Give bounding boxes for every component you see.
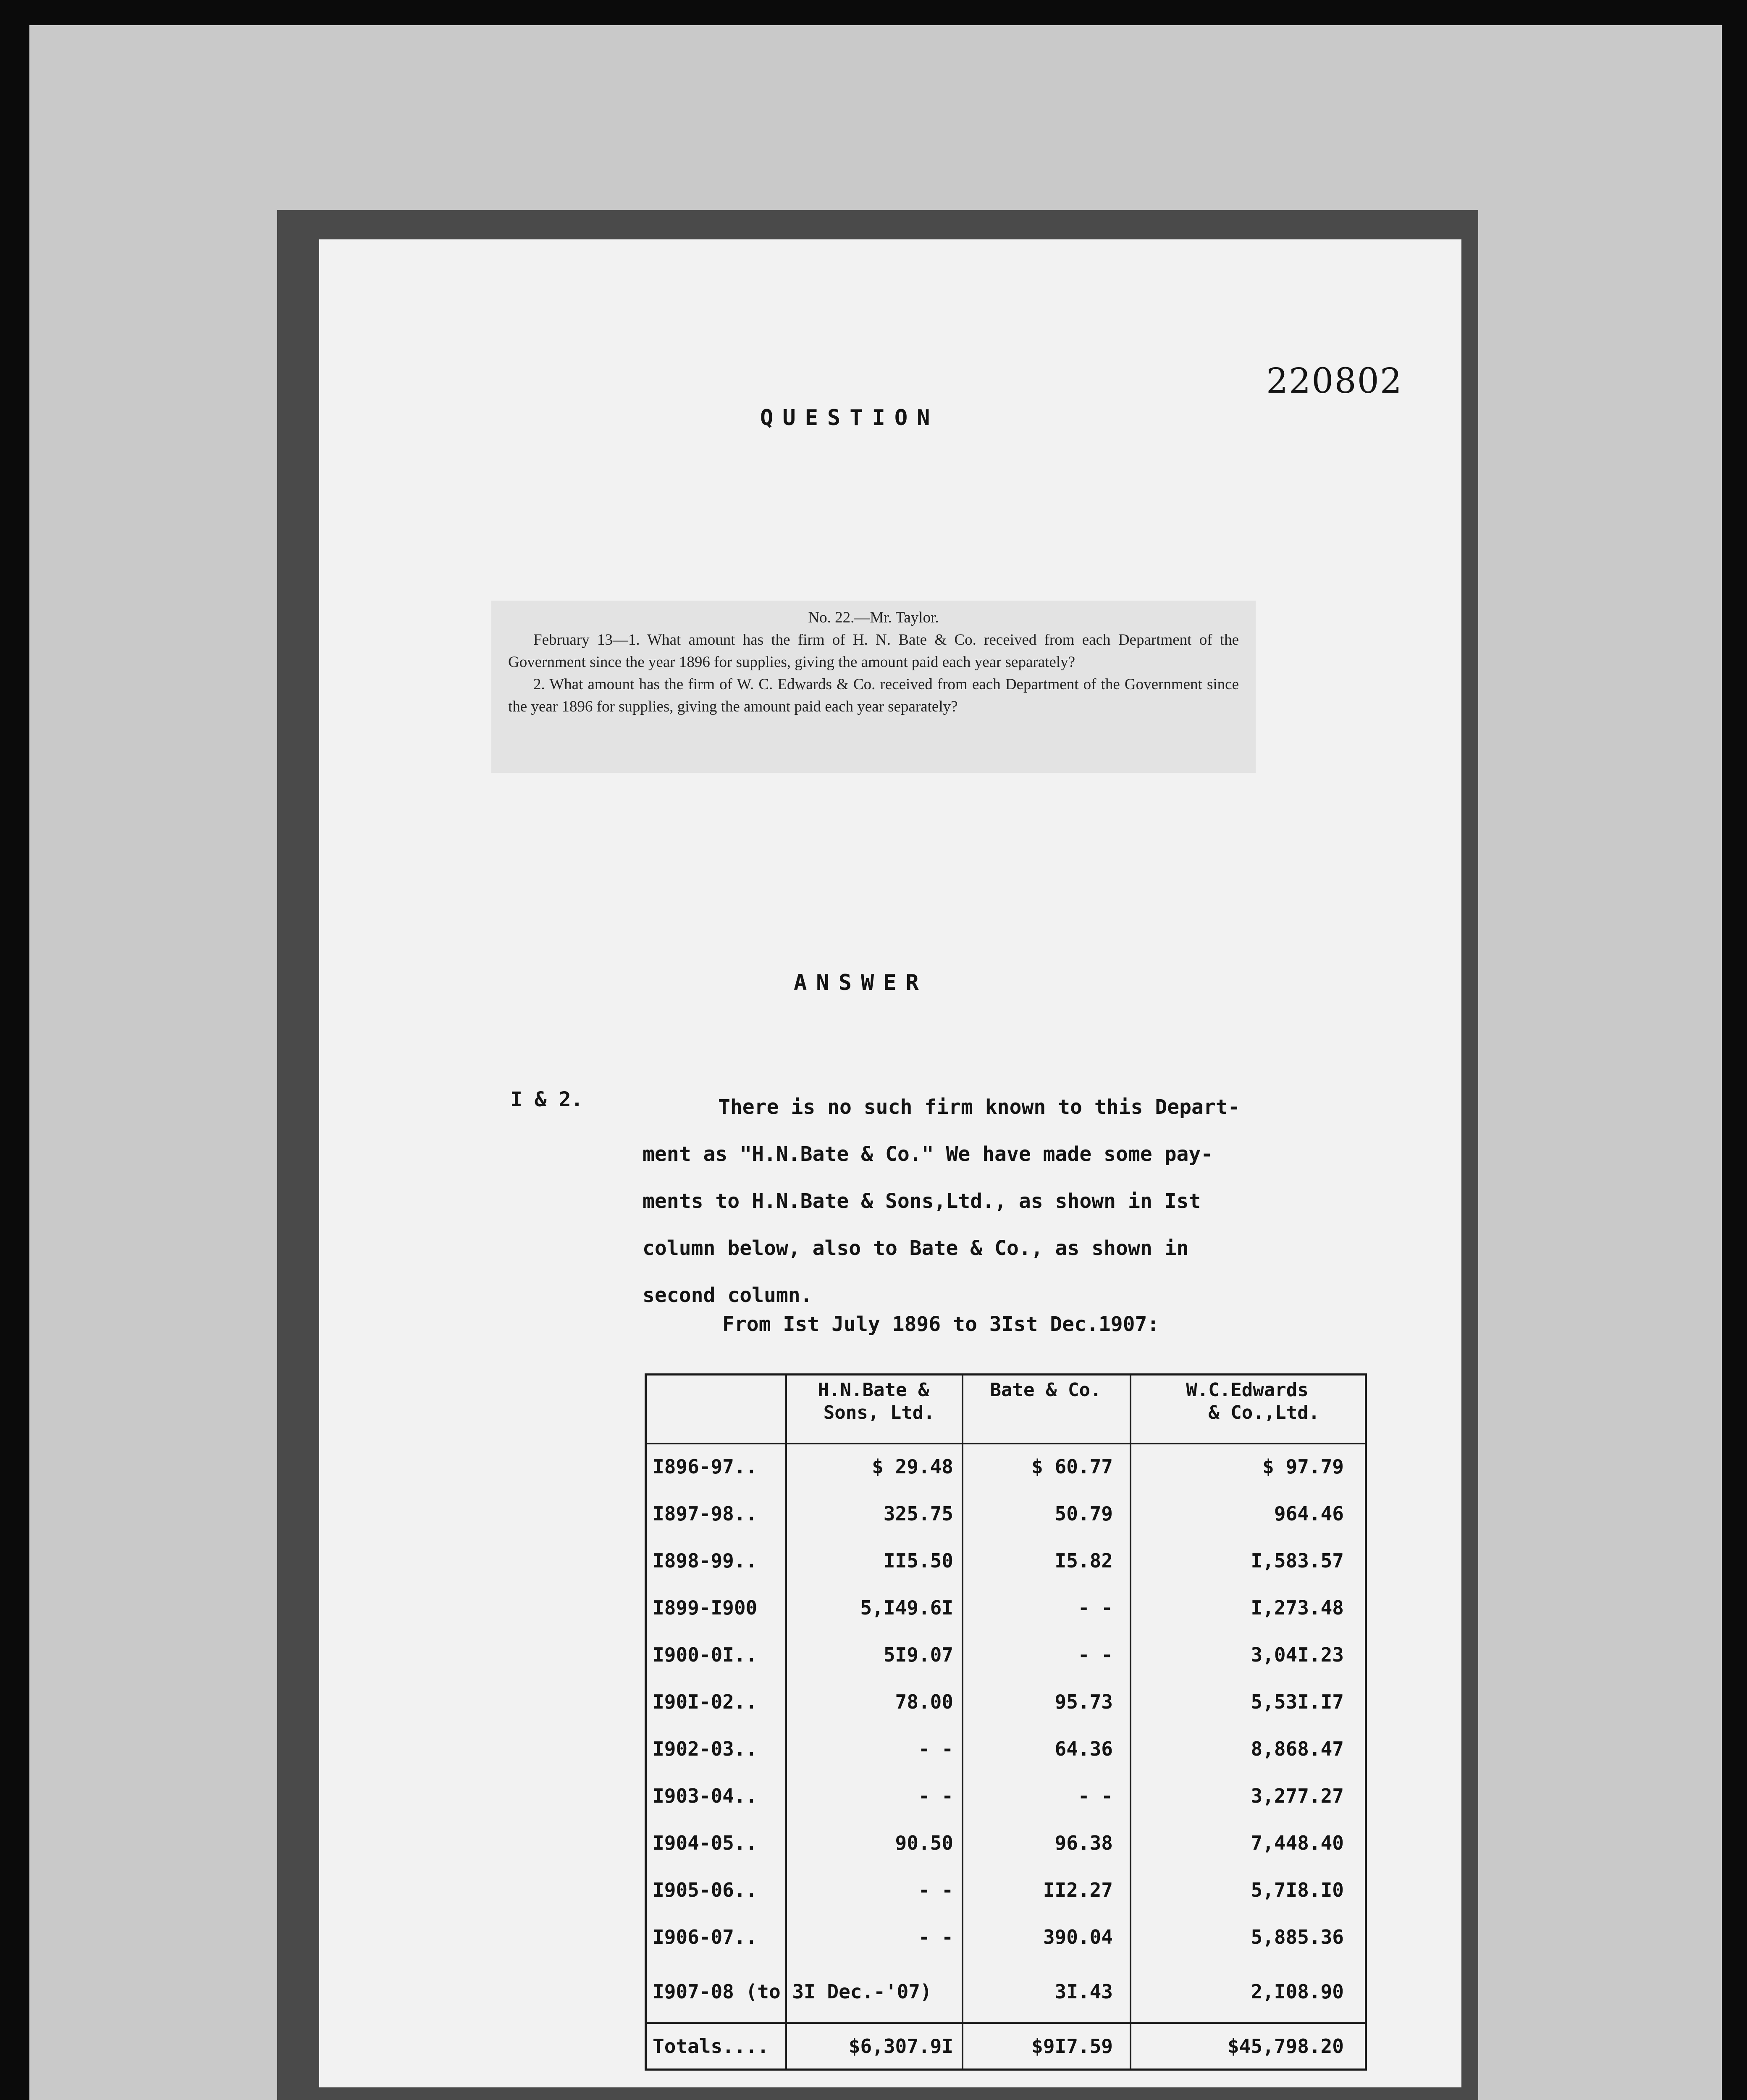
header-rule <box>647 1443 1365 1444</box>
totals-rule <box>647 2022 1365 2024</box>
table-cell-year: I90I-02.. <box>653 1690 758 1713</box>
table-cell-col1: - - <box>918 1926 953 1948</box>
table-cell-col3: 5,885.36 <box>1251 1926 1344 1948</box>
table-cell-col2: $ 60.77 <box>1031 1455 1113 1478</box>
period-line: From Ist July 1896 to 3Ist Dec.1907: <box>722 1312 1159 1336</box>
answer-paragraph <box>643 1084 1377 1319</box>
table-cell-col3: $ 97.79 <box>1262 1455 1344 1478</box>
table-cell-col3: 8,868.47 <box>1251 1738 1344 1760</box>
table-cell-col1: II5.50 <box>883 1549 953 1572</box>
last-row-label: I907-08 (to 3I Dec.-'07) <box>653 1980 932 2003</box>
table-cell-col2: 390.04 <box>1043 1926 1113 1948</box>
table-cell-col3: 3,04I.23 <box>1251 1643 1344 1666</box>
table-cell-col1: - - <box>918 1785 953 1807</box>
answer-line: ments to H.N.Bate & Sons,Ltd., as shown in Ist <box>643 1189 1201 1213</box>
table-cell-year: I902-03.. <box>653 1738 758 1760</box>
table-cell-year: I906-07.. <box>653 1926 758 1948</box>
last-row-col2: 3I.43 <box>1054 1980 1113 2003</box>
totals-col3: $45,798.20 <box>1228 2035 1344 2058</box>
table-cell-col2: - - <box>1078 1643 1113 1666</box>
table-cell-col3: I,583.57 <box>1251 1549 1344 1572</box>
table-cell-col1: 90.50 <box>895 1832 953 1854</box>
answer-line: There is no such firm known to this Depart- <box>718 1095 1240 1119</box>
table-cell-col2: I5.82 <box>1054 1549 1113 1572</box>
table-cell-col1: - - <box>918 1879 953 1901</box>
totals-label: Totals.... <box>653 2035 769 2058</box>
table-cell-col2: 50.79 <box>1054 1502 1113 1525</box>
table-cell-col1: $ 29.48 <box>872 1455 953 1478</box>
table-cell-col3: 964.46 <box>1274 1502 1344 1525</box>
column-divider <box>785 1376 787 2068</box>
table-cell-col2: - - <box>1078 1596 1113 1619</box>
totals-col1: $6,307.9I <box>848 2035 953 2058</box>
table-cell-col3: 5,7I8.I0 <box>1251 1879 1344 1901</box>
table-cell-year: I900-0I.. <box>653 1643 758 1666</box>
table-cell-col2: - - <box>1078 1785 1113 1807</box>
table-cell-year: I903-04.. <box>653 1785 758 1807</box>
table-cell-year: I904-05.. <box>653 1832 758 1854</box>
table-cell-year: I898-99.. <box>653 1549 758 1572</box>
header-col1: H.N.Bate & Sons, Ltd. <box>818 1379 935 1423</box>
table-cell-col3: 7,448.40 <box>1251 1832 1344 1854</box>
column-divider <box>962 1376 963 2068</box>
table-cell-col2: 64.36 <box>1054 1738 1113 1760</box>
header-col3: W.C.Edwards & Co.,Ltd. <box>1186 1379 1320 1423</box>
payments-table <box>645 1373 1367 2071</box>
table-cell-col3: 5,53I.I7 <box>1251 1690 1344 1713</box>
document-number: 220802 <box>1266 361 1403 401</box>
table-cell-col3: I,273.48 <box>1251 1596 1344 1619</box>
answer-heading: ANSWER <box>794 970 928 995</box>
table-cell-col2: 95.73 <box>1054 1690 1113 1713</box>
column-divider <box>1130 1376 1131 2068</box>
document-page <box>319 239 1461 2087</box>
clipping-heading: No. 22.—Mr. Taylor. <box>808 609 939 626</box>
table-cell-year: I897-98.. <box>653 1502 758 1525</box>
clipping-question-1: February 13—1. What amount has the firm of H. N. Bate & Co. received from each Department of the Government since the year 1896 for supplies, giving the amount paid each year separately? <box>508 631 1239 671</box>
clipping-question-2: 2. What amount has the firm of W. C. Edwards & Co. received from each Department of the Government since the year 1896 for supplies, giving the amount paid each year separately? <box>508 676 1239 715</box>
answer-line: column below, also to Bate & Co., as shown in <box>643 1236 1189 1260</box>
answer-label: I & 2. <box>510 1088 583 1111</box>
table-cell-col2: 96.38 <box>1054 1832 1113 1854</box>
table-cell-col1: 325.75 <box>883 1502 953 1525</box>
table-cell-col1: 5,I49.6I <box>860 1596 953 1619</box>
table-cell-col3: 3,277.27 <box>1251 1785 1344 1807</box>
totals-col2: $9I7.59 <box>1031 2035 1113 2058</box>
table-cell-col1: 78.00 <box>895 1690 953 1713</box>
table-cell-year: I899-I900 <box>653 1596 758 1619</box>
last-row-col3: 2,I08.90 <box>1251 1980 1344 2003</box>
table-cell-col2: II2.27 <box>1043 1879 1113 1901</box>
question-clipping <box>491 601 1256 773</box>
table-cell-year: I905-06.. <box>653 1879 758 1901</box>
answer-line: second column. <box>643 1284 813 1307</box>
table-cell-year: I896-97.. <box>653 1455 758 1478</box>
table-cell-col1: 5I9.07 <box>883 1643 953 1666</box>
header-col2: Bate & Co. <box>990 1379 1102 1401</box>
question-heading: QUESTION <box>760 405 939 430</box>
table-cell-col1: - - <box>918 1738 953 1760</box>
answer-line: ment as "H.N.Bate & Co." We have made some pay- <box>643 1142 1213 1166</box>
